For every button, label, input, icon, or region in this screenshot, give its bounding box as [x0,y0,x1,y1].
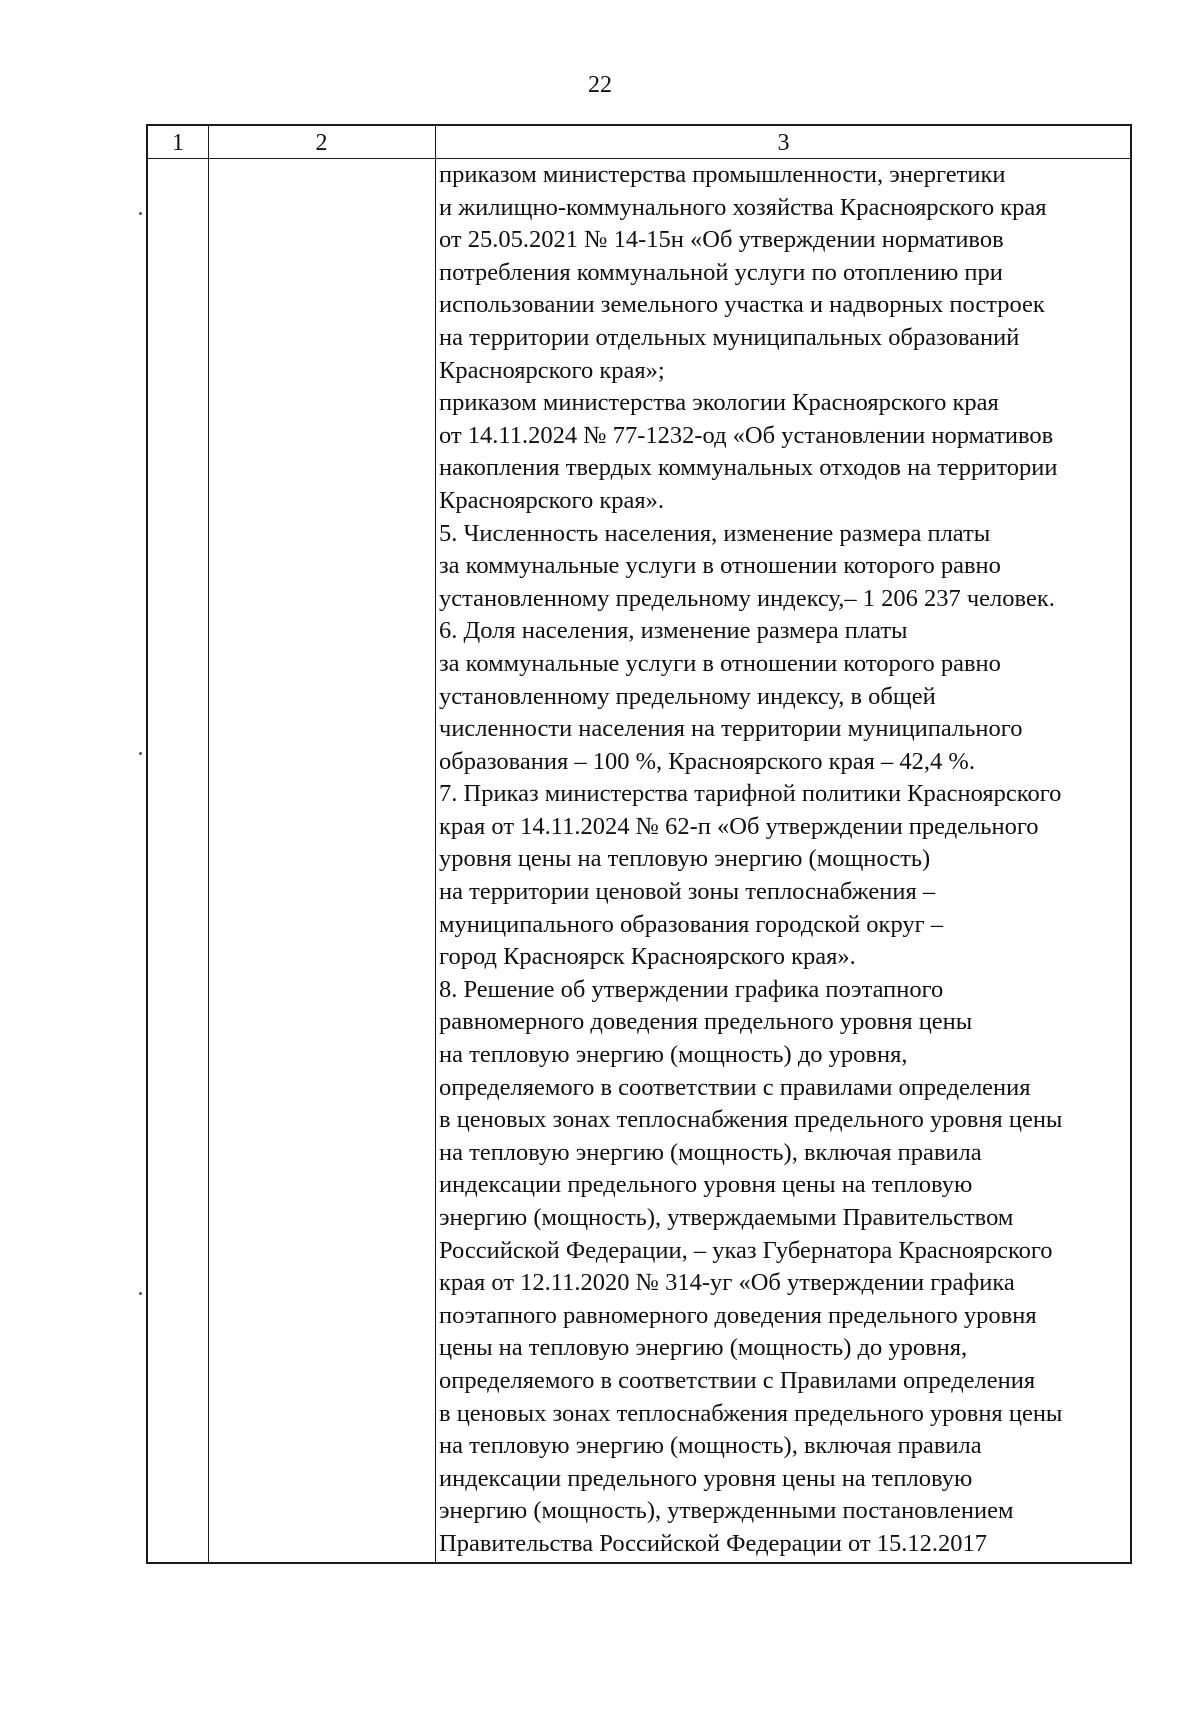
text-line: Российской Федерации, – указ Губернатора Красноярского [439,1236,1053,1264]
text-line: определяемого в соответствии с Правилами определения [439,1366,1036,1394]
text-line: энергию (мощность), утверждаемыми Правительством [439,1204,1014,1231]
text-line: в ценовых зонах теплоснабжения предельного уровня цены [439,1399,1063,1427]
text-line: потребления коммунальной услуги по отоплению при [439,258,1003,286]
scan-artifact [139,1292,142,1295]
text-line: края от 14.11.2024 № 62-п «Об утверждении предельного [439,812,1039,840]
text-line: за коммунальные услуги в отношении которого равно [439,552,1001,580]
text-line: от 25.05.2021 № 14-15н «Об утверждении нормативов [439,226,1004,254]
column-header-1: 1 [172,130,184,156]
text-line: индексации предельного уровня цены на тепловую [439,1171,973,1199]
text-line: приказом министерства экологии Красноярского края [439,389,999,417]
text-line: на тепловую энергию (мощность), включая правила [439,1432,982,1460]
text-line: численности населения на территории муниципального [439,715,1023,743]
text-line: определяемого в соответствии с правилами определения [439,1073,1031,1101]
text-line: использовании земельного участка и надворных построек [439,291,1045,319]
text-line: на тепловую энергию (мощность) до уровня, [439,1041,908,1069]
text-line: на территории ценовой зоны теплоснабжения – [439,878,936,906]
text-line: за коммунальные услуги в отношении которого равно [439,649,1001,677]
scan-artifact [139,752,142,755]
text-line: поэтапного равномерного доведения предельного уровня [439,1301,1037,1329]
text-line: приказом министерства промышленности, энергетики [439,161,1006,188]
text-line: равномерного доведения предельного уровня цены [439,1008,973,1036]
text-line: на территории отдельных муниципальных образований [439,323,1020,351]
text-line: уровня цены на тепловую энергию (мощность) [439,845,931,873]
text-line: индексации предельного уровня цены на тепловую [439,1464,973,1492]
data-table [146,124,1132,1564]
text-line: Красноярского края»; [439,356,665,384]
text-line: образования – 100 %, Красноярского края – 42,4 %. [439,747,975,775]
text-line: Правительства Российской Федерации от 15.12.2017 [439,1529,988,1557]
text-line: энергию (мощность), утвержденными постановлением [439,1497,1014,1525]
text-line: в ценовых зонах теплоснабжения предельного уровня цены [439,1106,1063,1134]
text-line: город Красноярск Красноярского края». [439,943,856,971]
text-line: установленному предельному индексу,– 1 206 237 человек. [439,584,1055,612]
column-header-3: 3 [777,130,790,156]
text-line: муниципального образования городской округ – [439,910,944,938]
text-line: Красноярского края». [439,486,665,514]
text-line: накопления твердых коммунальных отходов на территории [439,454,1058,482]
text-line: 5. Численность населения, изменение размера платы [439,519,991,547]
text-line: края от 12.11.2020 № 314-уг «Об утверждении графика [439,1269,1015,1297]
text-line: 8. Решение об утверждении графика поэтапного [439,975,944,1003]
page-number: 22 [588,72,612,98]
text-line: цены на тепловую энергию (мощность) до уровня, [439,1334,968,1362]
text-line: 6. Доля населения, изменение размера платы [439,617,908,645]
text-line: 7. Приказ министерства тарифной политики Красноярского [439,780,1062,808]
text-line: установленному предельному индексу, в общей [439,682,936,710]
scan-artifact [139,212,142,215]
column-header-2: 2 [315,130,328,156]
column-3-text [439,159,1129,1561]
text-line: от 14.11.2024 № 77-1232-од «Об установлении нормативов [439,421,1054,449]
text-line: и жилищно-коммунального хозяйства Красноярского края [439,193,1047,221]
column-divider-2 [435,126,436,1562]
column-divider-1 [208,126,209,1562]
text-line: на тепловую энергию (мощность), включая правила [439,1138,982,1166]
